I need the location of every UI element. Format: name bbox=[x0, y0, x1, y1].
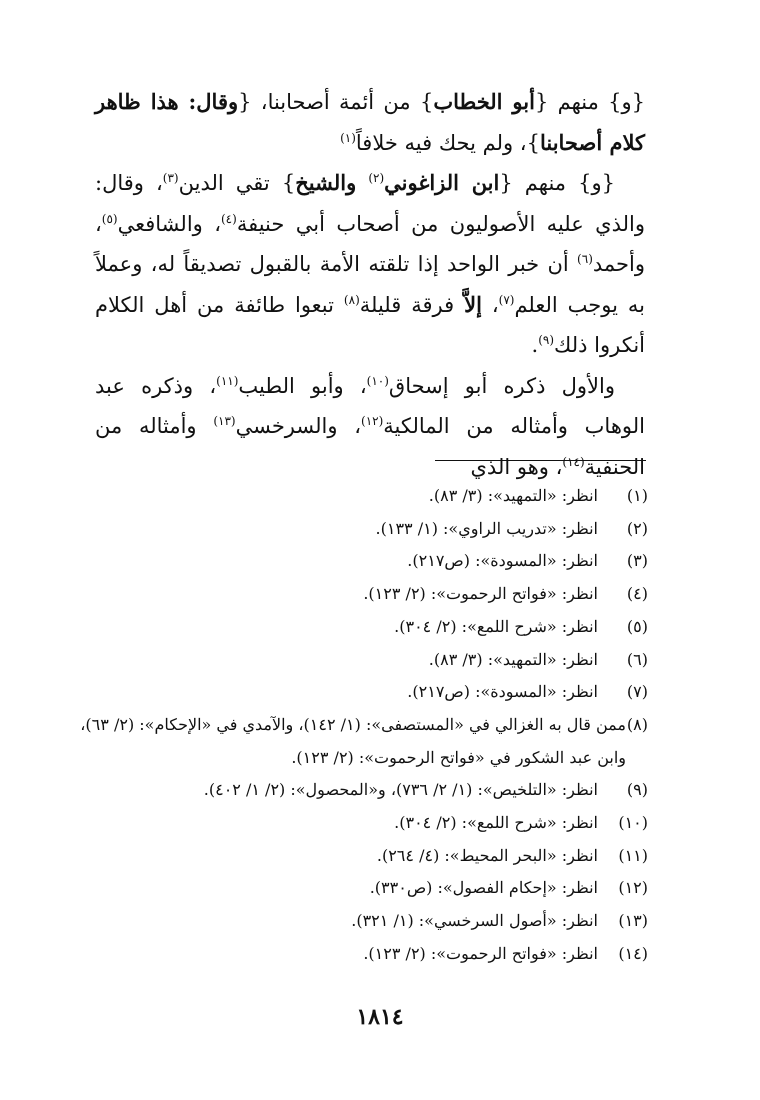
bold-text: ابن الزاغوني bbox=[384, 170, 500, 195]
footnote-ref: (١٠) bbox=[366, 373, 389, 388]
footnote-number: (٧) bbox=[626, 682, 648, 702]
footnote-item bbox=[70, 545, 650, 578]
main-text bbox=[95, 82, 645, 487]
text-run: . bbox=[531, 333, 539, 357]
footnote-text: انظر: «التمهيد»: (٣/ ٨٣). bbox=[428, 486, 598, 505]
footnote-item bbox=[70, 938, 650, 971]
footnote-ref: (١١) bbox=[216, 373, 239, 388]
footnote-item bbox=[70, 676, 650, 709]
text-run: }، ولم يحك فيه خلافاً bbox=[355, 130, 540, 155]
footnote-item bbox=[70, 611, 650, 644]
footnote-divider bbox=[435, 460, 646, 461]
footnote-item bbox=[70, 480, 650, 513]
text-run: ، وأبو الطيب bbox=[238, 373, 367, 398]
footnote-item bbox=[70, 840, 650, 873]
footnote-ref: (١٢) bbox=[361, 414, 384, 428]
text-run: ، وأحمد bbox=[95, 211, 645, 276]
footnote-text: انظر: «تدريب الراوي»: (١/ ١٣٣). bbox=[375, 518, 598, 538]
footnotes-list bbox=[70, 480, 650, 971]
footnote-number: (٩) bbox=[626, 780, 648, 800]
footnote-number: (٥) bbox=[626, 616, 648, 636]
footnote-number: (١٢) bbox=[618, 878, 648, 898]
text-run: {و} منهم { bbox=[534, 90, 645, 114]
footnote-item bbox=[70, 513, 650, 546]
text-run: } من أئمة أصحابنا، { bbox=[238, 90, 434, 114]
text-run: ، وذكره عبد الوهاب وأمثاله من المالكية bbox=[95, 373, 645, 438]
page-number: ١٨١٤ bbox=[356, 1004, 404, 1030]
footnote-text: ممن قال به الغزالي في «المستصفى»: (١/ ١٤٢)، والآمدي في «الإحكام»: (٢/ ٦٣)، وابن عبد الشكور في «فواتح الرحموت»: (٢/ ١٢٣). bbox=[80, 714, 626, 767]
footnote-item bbox=[70, 578, 650, 611]
footnote-text: انظر: «أصول السرخسي»: (١/ ٣٢١). bbox=[351, 911, 598, 931]
text-run: {و} منهم { bbox=[499, 171, 615, 195]
footnote-ref: (٧) bbox=[498, 292, 515, 307]
text-run: ، bbox=[481, 292, 499, 317]
footnote-text: انظر: «البحر المحيط»: (٤/ ٢٦٤). bbox=[376, 845, 598, 865]
paragraph-3 bbox=[95, 366, 645, 488]
footnote-text: انظر: «إحكام الفصول»: (ص٣٣٠). bbox=[369, 878, 598, 898]
text-run bbox=[356, 171, 368, 195]
text-run: أن خبر الواحد إذا تلقته الأمة بالقبول تصديقاً له، وعملاً به يوجب العلم bbox=[95, 252, 646, 317]
footnote-number: (١) bbox=[626, 486, 648, 505]
text-run: ، وهو الذي bbox=[470, 454, 563, 479]
footnote-item bbox=[70, 905, 650, 938]
bold-text: والشيخ bbox=[295, 170, 357, 195]
text-run: ، والسرخسي bbox=[235, 414, 361, 438]
footnote-ref: (٤) bbox=[220, 211, 237, 226]
text-run: ، وقال: والذي عليه الأصوليون من أصحاب أبي حنيفة bbox=[95, 171, 645, 236]
footnote-ref: (٩) bbox=[538, 333, 555, 347]
footnote-number: (١١) bbox=[618, 845, 648, 865]
footnote-text: انظر: «التلخيص»: (١/ ٢/ ٧٣٦)، و«المحصول»: (٢/ ١/ ٤٠٢). bbox=[203, 780, 598, 800]
bold-text: وقال: هذا ظاهر كلام أصحابنا bbox=[95, 89, 645, 155]
text-run: فرقة قليلة bbox=[359, 292, 465, 317]
footnote-ref: (٣) bbox=[162, 171, 179, 185]
footnote-ref: (٦) bbox=[577, 252, 593, 266]
footnote-number: (٣) bbox=[626, 551, 648, 571]
footnote-number: (١٤) bbox=[618, 943, 648, 963]
footnote-number: (٢) bbox=[626, 518, 648, 538]
footnote-item bbox=[70, 709, 650, 774]
bold-text: أبو الخطاب bbox=[433, 89, 535, 114]
footnote-item bbox=[70, 807, 650, 840]
footnote-ref: (١٣) bbox=[213, 414, 236, 428]
footnote-ref: (١٤) bbox=[562, 454, 585, 469]
paragraph-2 bbox=[95, 163, 645, 366]
footnote-text: انظر: «شرح اللمع»: (٢/ ٣٠٤). bbox=[394, 813, 598, 833]
footnote-text: انظر: «المسودة»: (ص٢١٧). bbox=[407, 551, 598, 571]
footnote-item bbox=[70, 774, 650, 807]
footnote-number: (١٠) bbox=[618, 813, 648, 833]
footnote-text: انظر: «المسودة»: (ص٢١٧). bbox=[407, 682, 598, 702]
footnote-item bbox=[70, 872, 650, 905]
footnote-item bbox=[70, 644, 650, 677]
footnote-ref: (١) bbox=[340, 130, 356, 145]
text-run: وأمثاله من الحنفية bbox=[95, 414, 645, 479]
footnote-text: انظر: «التمهيد»: (٣/ ٨٣). bbox=[428, 649, 598, 669]
footnote-number: (١٣) bbox=[618, 911, 648, 931]
text-run: تبعوا طائفة من أهل الكلام أنكروا ذلك bbox=[95, 292, 645, 357]
footnote-number: (٨) bbox=[626, 714, 648, 734]
footnote-text: انظر: «فواتح الرحموت»: (٢/ ١٢٣). bbox=[363, 943, 598, 963]
footnote-text: انظر: «فواتح الرحموت»: (٢/ ١٢٣). bbox=[363, 584, 598, 604]
footnote-number: (٦) bbox=[626, 649, 648, 669]
footnote-ref: (٢) bbox=[368, 171, 385, 185]
footnote-ref: (٥) bbox=[101, 211, 118, 226]
footnote-number: (٤) bbox=[626, 584, 648, 604]
bold-text: إلاَّ bbox=[464, 291, 482, 317]
text-run: } تقي الدين bbox=[178, 171, 296, 195]
text-run: ، والشافعي bbox=[117, 211, 221, 236]
paragraph-1 bbox=[95, 82, 645, 163]
text-run: والأول ذكره أبو إسحاق bbox=[388, 373, 615, 398]
footnote-text: انظر: «شرح اللمع»: (٢/ ٣٠٤). bbox=[394, 616, 598, 636]
footnote-ref: (٨) bbox=[343, 292, 360, 307]
